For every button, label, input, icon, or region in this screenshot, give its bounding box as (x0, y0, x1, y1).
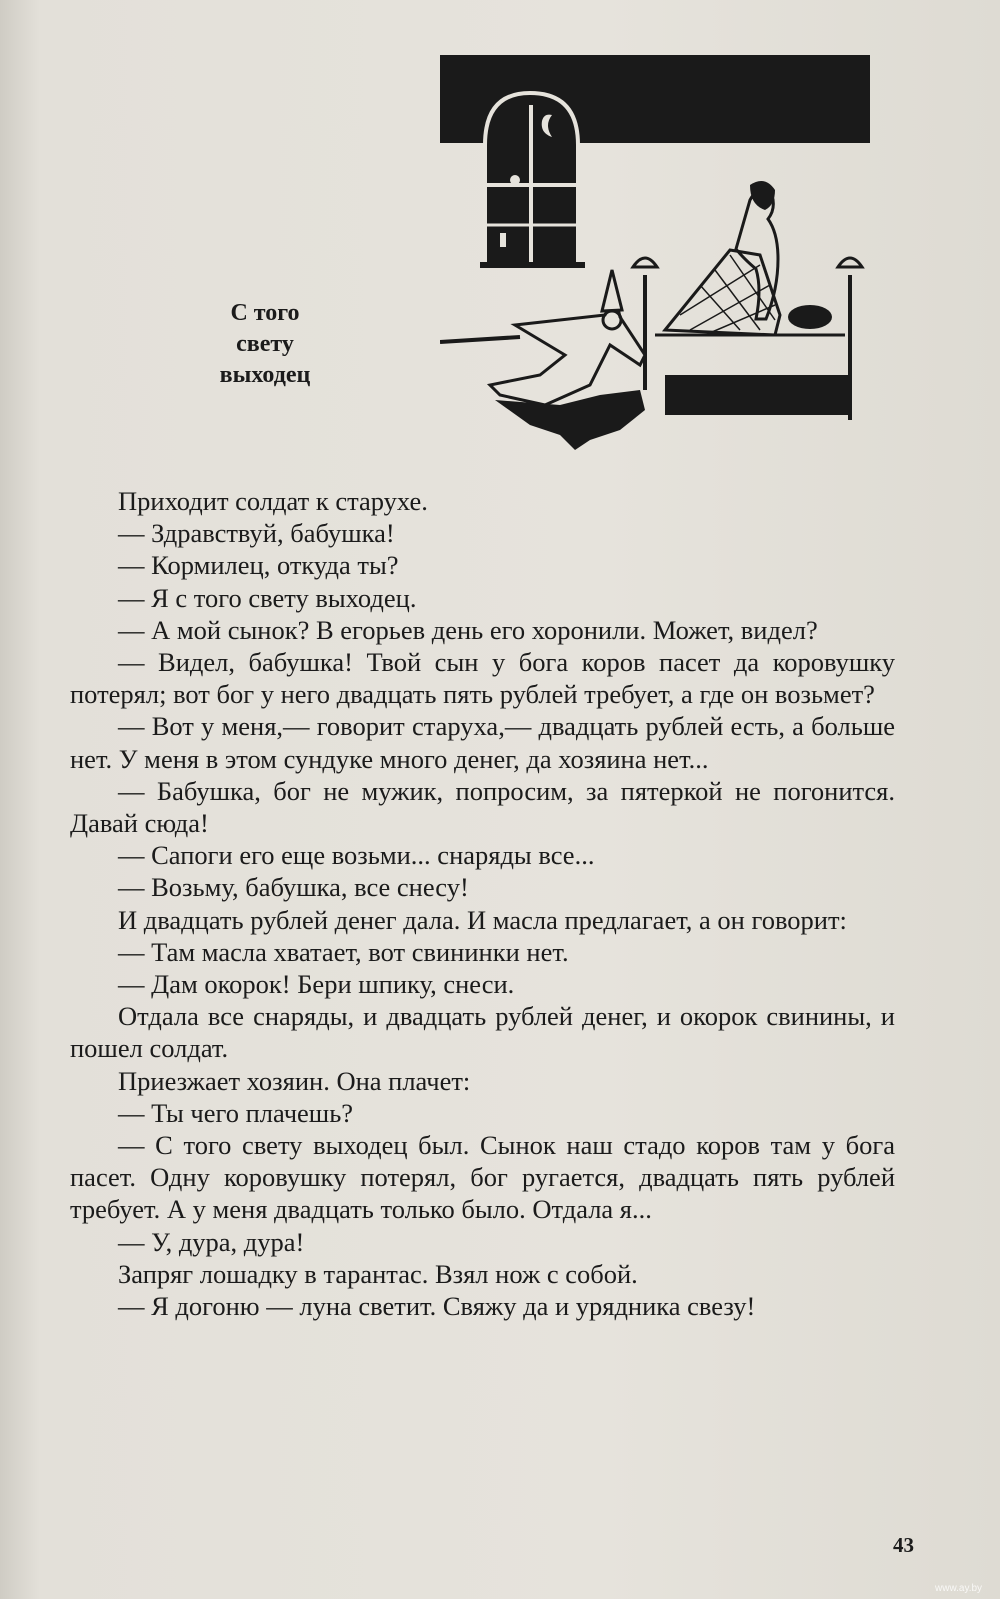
paragraph: — Здравствуй, бабушка! (118, 518, 395, 549)
paragraph: — У, дура, дура! (118, 1226, 305, 1257)
paragraph: — Возьму, бабушка, все снесу! (118, 872, 469, 903)
paragraph: — Я с того свету выходец. (118, 582, 417, 613)
paragraph: — Я догоню — луна светит. Свяжу да и урядника свезу! (118, 1291, 756, 1322)
paragraph: — Видел, бабушка! Твой сын у бога коров пасет да коровушку потерял; вот бог у него двадцать пять рублей требует, а где он возьмет? (70, 647, 895, 710)
blanket-shape (665, 250, 780, 335)
paragraph: — Сапоги его еще возьми... снаряды все... (118, 840, 595, 871)
paragraph: Отдала все снаряды, и двадцать рублей денег, и окорок свинины, и пошел солдат. (70, 1001, 895, 1064)
title-line: свету (236, 331, 294, 357)
story-text (70, 485, 895, 1322)
paragraph: И двадцать рублей денег дала. И масла предлагает, а он говорит: (118, 904, 847, 935)
page-number: 43 (893, 1533, 914, 1557)
paragraph: Приезжает хозяин. Она плачет: (118, 1065, 471, 1096)
illustration (440, 55, 890, 465)
paragraph: — Бабушка, бог не мужик, попросим, за пятеркой не погонится. Давай сюда! (70, 775, 895, 839)
paragraph: — Кормилец, откуда ты? (118, 550, 399, 581)
paragraph: — Дам окорок! Бери шпику, снеси. (118, 969, 515, 1000)
paragraph: Приходит солдат к старухе. (118, 486, 428, 516)
bed-shape (665, 375, 850, 415)
watermark: www.ay.by (935, 1583, 983, 1594)
paragraph: — С того свету выходец был. Сынок наш стадо коров там у бога пасет. Одну коровушку потерял, бог ругается, двадцать пять рублей требует. А у меня двадцать только было. Отдала я... (70, 1130, 895, 1225)
paragraph: — Там масла хватает, вот свининки нет. (118, 936, 569, 967)
title-line: С того (230, 300, 300, 326)
story-title (190, 298, 340, 391)
title-line: выходец (219, 362, 311, 388)
paragraph: — А мой сынок? В егорьев день его хоронили. Может, видел? (118, 614, 818, 645)
paragraph: Запряг лошадку в тарантас. Взял нож с собой. (118, 1258, 638, 1289)
paragraph: — Вот у меня,— говорит старуха,— двадцать рублей есть, а больше нет. У меня в этом сундуке много денег, да хозяина нет... (70, 711, 895, 774)
paragraph: — Ты чего плачешь? (118, 1097, 354, 1128)
